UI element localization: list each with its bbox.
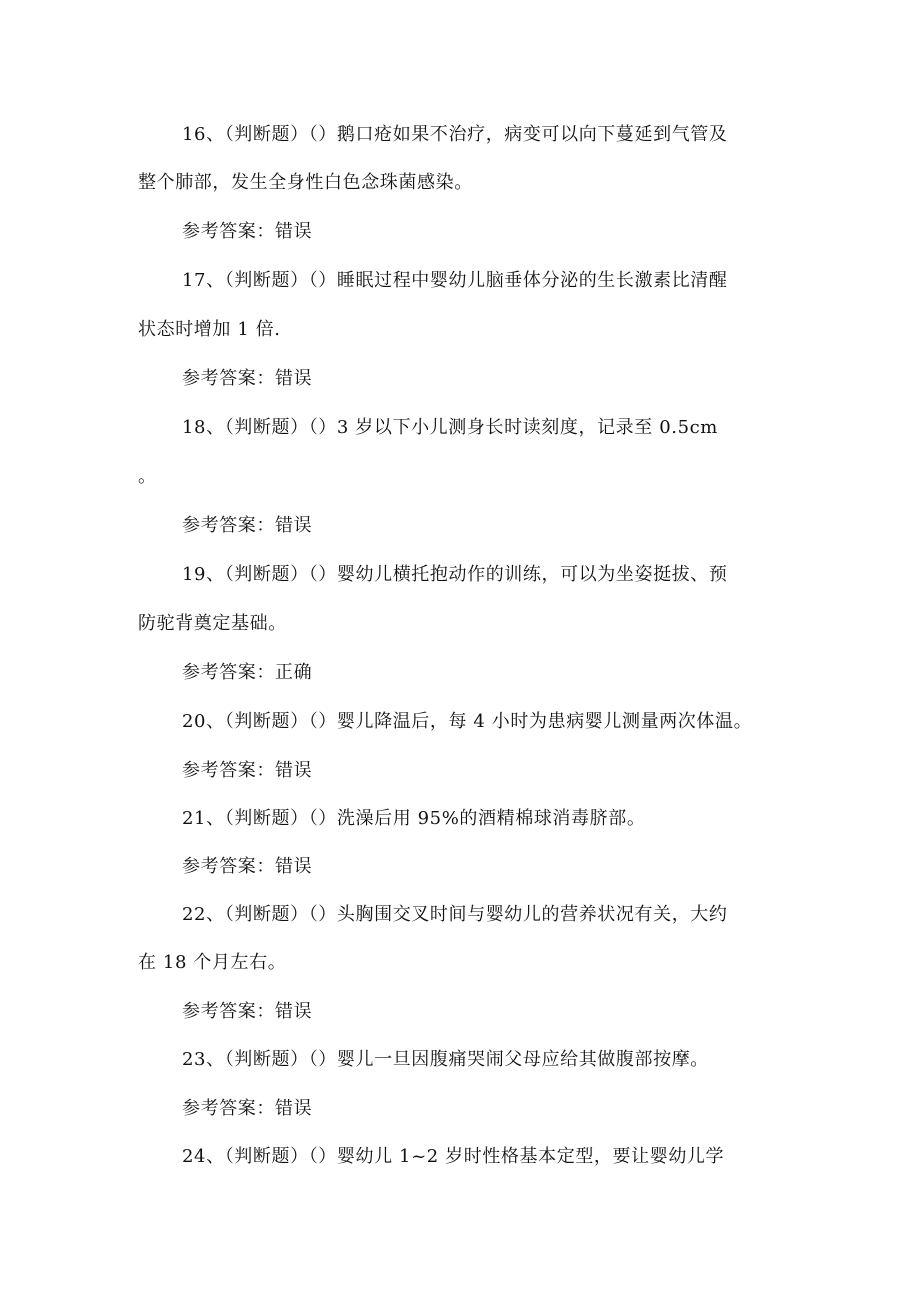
question-17-line-1: 17、（判断题）（）睡眠过程中婴幼儿脑垂体分泌的生长激素比清醒 bbox=[182, 270, 728, 291]
question-21-line-1: 21、（判断题）（）洗澡后用 95%的酒精棉球消毒脐部。 bbox=[182, 808, 646, 829]
question-16-line-1: 16、（判断题）（）鹅口疮如果不治疗，病变可以向下蔓延到气管及 bbox=[182, 124, 728, 145]
answer-18: 参考答案：错误 bbox=[182, 515, 313, 536]
question-22-line-2: 在 18 个月左右。 bbox=[138, 952, 287, 973]
answer-21: 参考答案：错误 bbox=[182, 856, 313, 877]
question-16-line-2: 整个肺部，发生全身性白色念珠菌感染。 bbox=[138, 172, 473, 193]
question-18-line-1: 18、（判断题）（）3 岁以下小儿测身长时读刻度，记录至 0.5cm bbox=[182, 417, 718, 438]
answer-22: 参考答案：错误 bbox=[182, 1001, 313, 1022]
answer-23: 参考答案：错误 bbox=[182, 1098, 313, 1119]
answer-19: 参考答案：正确 bbox=[182, 662, 313, 683]
answer-16: 参考答案：错误 bbox=[182, 221, 313, 242]
question-19-line-1: 19、（判断题）（）婴幼儿横托抱动作的训练，可以为坐姿挺拔、预 bbox=[182, 564, 728, 585]
question-22-line-1: 22、（判断题）（）头胸围交叉时间与婴幼儿的营养状况有关，大约 bbox=[182, 904, 728, 925]
question-20-line-1: 20、（判断题）（）婴儿降温后，每 4 小时为患病婴儿测量两次体温。 bbox=[182, 711, 753, 732]
question-23-line-1: 23、（判断题）（）婴儿一旦因腹痛哭闹父母应给其做腹部按摩。 bbox=[182, 1049, 709, 1070]
question-17-line-2: 状态时增加 1 倍. bbox=[138, 319, 281, 340]
question-24-line-1: 24、（判断题）（）婴幼儿 1~2 岁时性格基本定型，要让婴幼儿学 bbox=[182, 1146, 725, 1167]
answer-17: 参考答案：错误 bbox=[182, 368, 313, 389]
question-19-line-2: 防驼背奠定基础。 bbox=[138, 613, 287, 634]
question-18-line-2: 。 bbox=[138, 466, 157, 487]
answer-20: 参考答案：错误 bbox=[182, 760, 313, 781]
